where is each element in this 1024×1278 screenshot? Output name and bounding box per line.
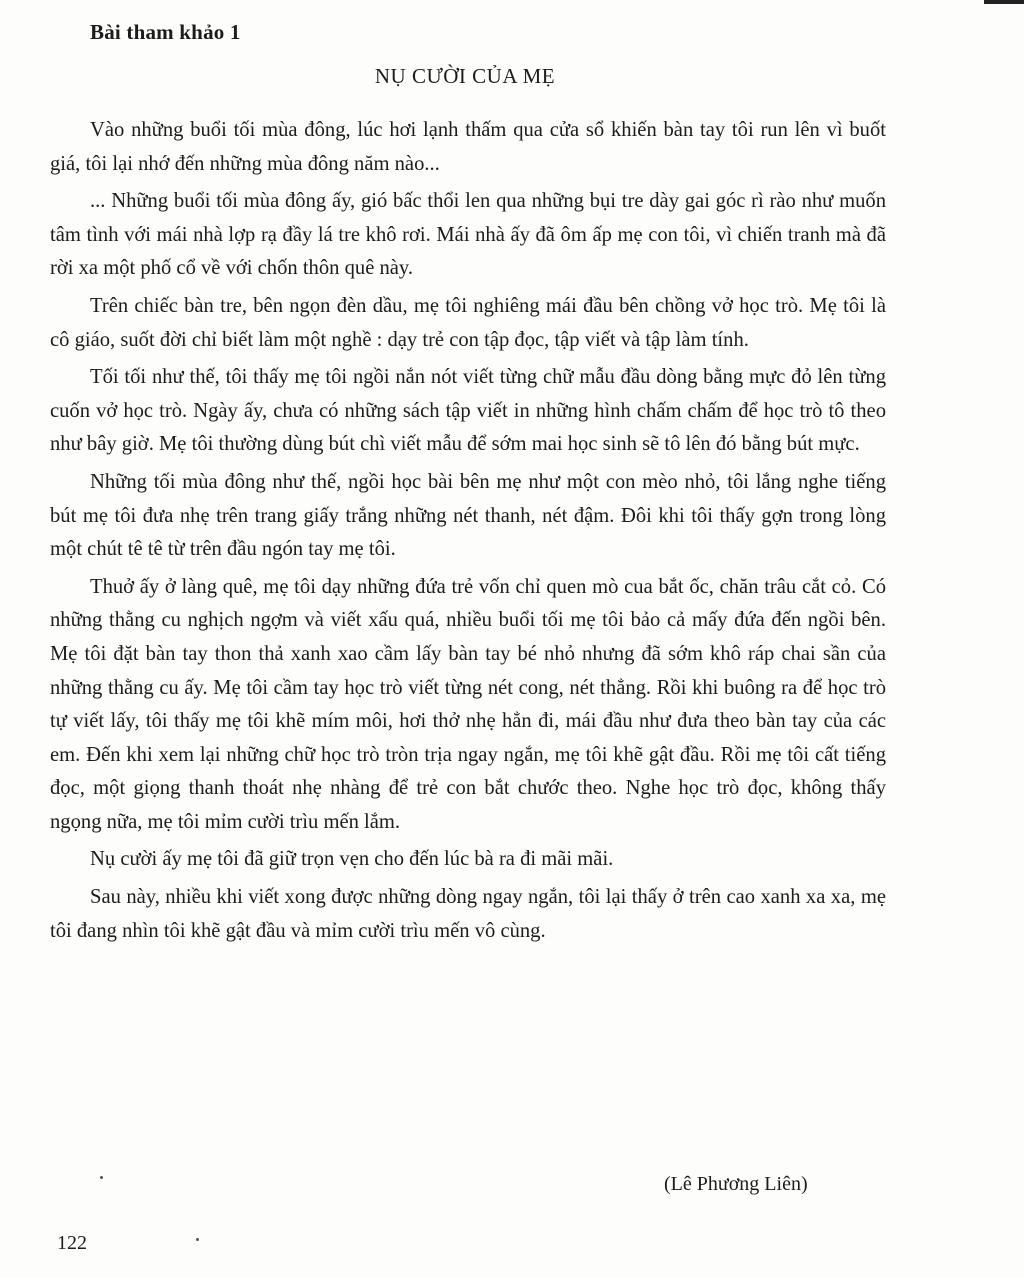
author-credit: (Lê Phương Liên) <box>664 1173 808 1195</box>
paragraph: Tối tối như thế, tôi thấy mẹ tôi ngồi nắn nót viết từng chữ mẫu đầu dòng bằng mực đỏ lên từng cuốn vở học trò. Ngày ấy, chưa có những sách tập viết in những hình chấm chấm để học trò tô theo như bây giờ. Mẹ tôi thường dùng bút chì viết mẫu để sớm mai học sinh sẽ tô lên đó bằng bút mực. <box>50 366 886 456</box>
story-title: NỤ CƯỜI CỦA MẸ <box>374 64 556 88</box>
paragraph: Thuở ấy ở làng quê, mẹ tôi dạy những đứa trẻ vốn chỉ quen mò cua bắt ốc, chăn trâu cắt cỏ. Có những thằng cu nghịch ngợm và viết xấu quá, nhiều buổi tối mẹ tôi bảo cả mấy đứa đến ngồi bên. Mẹ tôi đặt bàn tay thon thả xanh xao cầm lấy bàn tay bé nhỏ nhưng đã sớm khô ráp chai sần của những thằng cu ấy. Mẹ tôi cầm tay học trò viết từng nét cong, nét thẳng. Rồi khi buông ra để học trò tự viết lấy, tôi thấy mẹ tôi khẽ mím môi, hơi thở nhẹ hẳn đi, mái đầu như đưa theo bàn tay của các em. Đến khi xem lại những chữ học trò tròn trịa ngay ngắn, mẹ tôi khẽ gật đầu. Rồi mẹ tôi cất tiếng đọc, một giọng thanh thoát nhẹ nhàng để trẻ con bắt chước theo. Nghe học trò đọc, không thấy ngọng nữa, mẹ tôi mỉm cười trìu mến lắm. <box>50 575 886 833</box>
scan-edge-mark <box>984 0 1024 4</box>
paragraph: Trên chiếc bàn tre, bên ngọn đèn dầu, mẹ tôi nghiêng mái đầu bên chồng vở học trò. Mẹ tôi là cô giáo, suốt đời chỉ biết làm một nghề : dạy trẻ con tập đọc, tập viết và tập làm tính. <box>50 294 886 351</box>
scan-speck <box>196 1238 199 1241</box>
paragraph: Nụ cười ấy mẹ tôi đã giữ trọn vẹn cho đến lúc bà ra đi mãi mãi. <box>90 848 614 871</box>
page-number: 122 <box>57 1232 87 1254</box>
paragraph: Những tối mùa đông như thế, ngồi học bài bên mẹ như một con mèo nhỏ, tôi lắng nghe tiếng bút mẹ tôi đưa nhẹ trên trang giấy trắng những nét thanh, nét đậm. Đôi khi tôi thấy gợn trong lòng một chút tê tê từ trên đầu ngón tay mẹ tôi. <box>50 470 886 561</box>
story-body <box>50 114 886 952</box>
section-heading: Bài tham khảo 1 <box>90 20 241 44</box>
paragraph: Vào những buổi tối mùa đông, lúc hơi lạnh thấm qua cửa sổ khiến bàn tay tôi run lên vì buốt giá, tôi lại nhớ đến những mùa đông năm nào... <box>50 119 886 175</box>
paragraph: Sau này, nhiều khi viết xong được những dòng ngay ngắn, tôi lại thấy ở trên cao xanh xa xa, mẹ tôi đang nhìn tôi khẽ gật đầu và mỉm cười trìu mến vô cùng. <box>50 886 886 942</box>
paragraph: ... Những buổi tối mùa đông ấy, gió bấc thổi len qua những bụi tre dày gai góc rì rào như muốn tâm tình với mái nhà lợp rạ đầy lá tre khô rơi. Mái nhà ấy đã ôm ấp mẹ con tôi, vì chiến tranh mà đã rời xa một phố cổ về với chốn thôn quê này. <box>50 190 886 280</box>
scan-speck <box>100 1176 103 1179</box>
